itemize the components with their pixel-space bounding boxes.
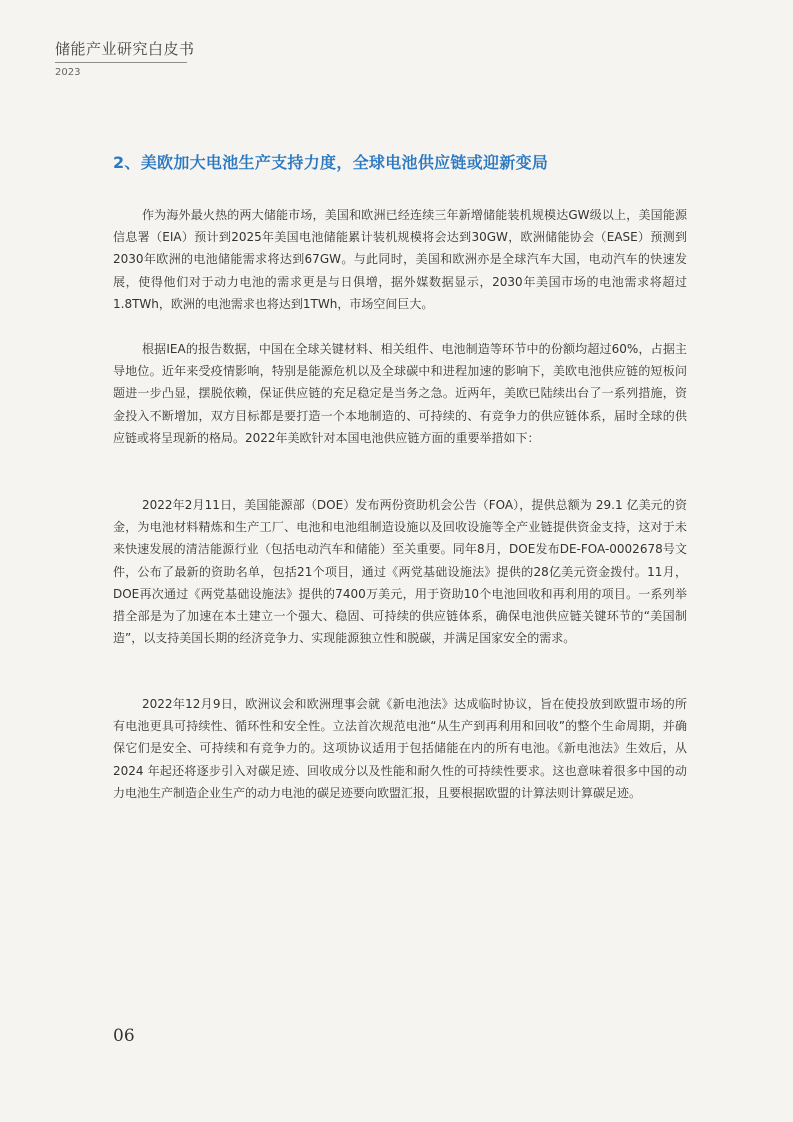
- body-paragraph-2: 根据IEA的报告数据，中国在全球关键材料、相关组件、电池制造等环节中的份额均超过60%，占据主导地位。近年来受疫情影响，特别是能源危机以及全球碳中和进程加速的影响下，美欧电池供应链的短板问题进一步凸显，摆脱依赖，保证供应链的充足稳定是当务之急。近两年，美欧已陆续出台了一系列措施，资金投入不断增加，双方目标都是要打造一个本地制造的、可持续的、有竞争力的供应链体系，届时全球的供应链或将呈现新的格局。2022年美欧针对本国电池供应链方面的重要举措如下：: [113, 342, 687, 445]
- body-paragraph-4: 2022年12月9日，欧洲议会和欧洲理事会就《新电池法》达成临时协议，旨在使投放到欧盟市场的所有电池更具可持续性、循环性和安全性。立法首次规范电池“从生产到再利用和回收”的整个生命周期，并确保它们是安全、可持续和有竞争力的。这项协议适用于包括储能在内的所有电池。《新电池法》生效后，从 2024 年起还将逐步引入对碳足迹、回收成分以及性能和耐久性的可持续性要求。这也意味着很多中国的动力电池生产制造企业生产的动力电池的碳足迹要向欧盟汇报，且要根据欧盟的计算法则计算碳足迹。: [113, 697, 687, 800]
- document-title: 储能产业研究白皮书: [55, 40, 195, 58]
- document-year: 2023: [55, 67, 81, 78]
- body-paragraph-3: 2022年2月11日，美国能源部（DOE）发布两份资助机会公告（FOA），提供总额为 29.1 亿美元的资金，为电池材料精炼和生产工厂、电池和电池组制造设施以及回收设施等全产业链提供资金支持，这对于未来快速发展的清洁能源行业（包括电动汽车和储能）至关重要。同年8月，DOE发布DE-FOA-0002678号文件，公布了最新的资助名单，包括21个项目，通过《两党基础设施法》提供的28亿美元资金拨付。11月，DOE再次通过《两党基础设施法》提供的7400万美元，用于资助10个电池回收和再利用的项目。一系列举措全部是为了加速在本土建立一个强大、稳固、可持续的供应链体系，确保电池供应链关键环节的“美国制造”，以支持美国长期的经济竞争力、实现能源独立性和脱碳，并满足国家安全的需求。: [113, 498, 687, 646]
- page-header: [55, 38, 195, 80]
- page-number: 06: [113, 1026, 135, 1046]
- header-divider: [55, 62, 187, 63]
- section-heading: 2、美欧加大电池生产支持力度，全球电池供应链或迎新变局: [113, 153, 549, 172]
- body-paragraph-1: 作为海外最火热的两大储能市场，美国和欧洲已经连续三年新增储能装机规模达GW级以上，美国能源信息署（EIA）预计到2025年美国电池储能累计装机规模将会达到30GW，欧洲储能协会（EASE）预测到2030年欧洲的电池储能需求将达到67GW。与此同时，美国和欧洲亦是全球汽车大国，电动汽车的快速发展，使得他们对于动力电池的需求更是与日俱增，据外媒数据显示，2030年美国市场的电池需求将超过1.8TWh，欧洲的电池需求也将达到1TWh，市场空间巨大。: [113, 208, 687, 311]
